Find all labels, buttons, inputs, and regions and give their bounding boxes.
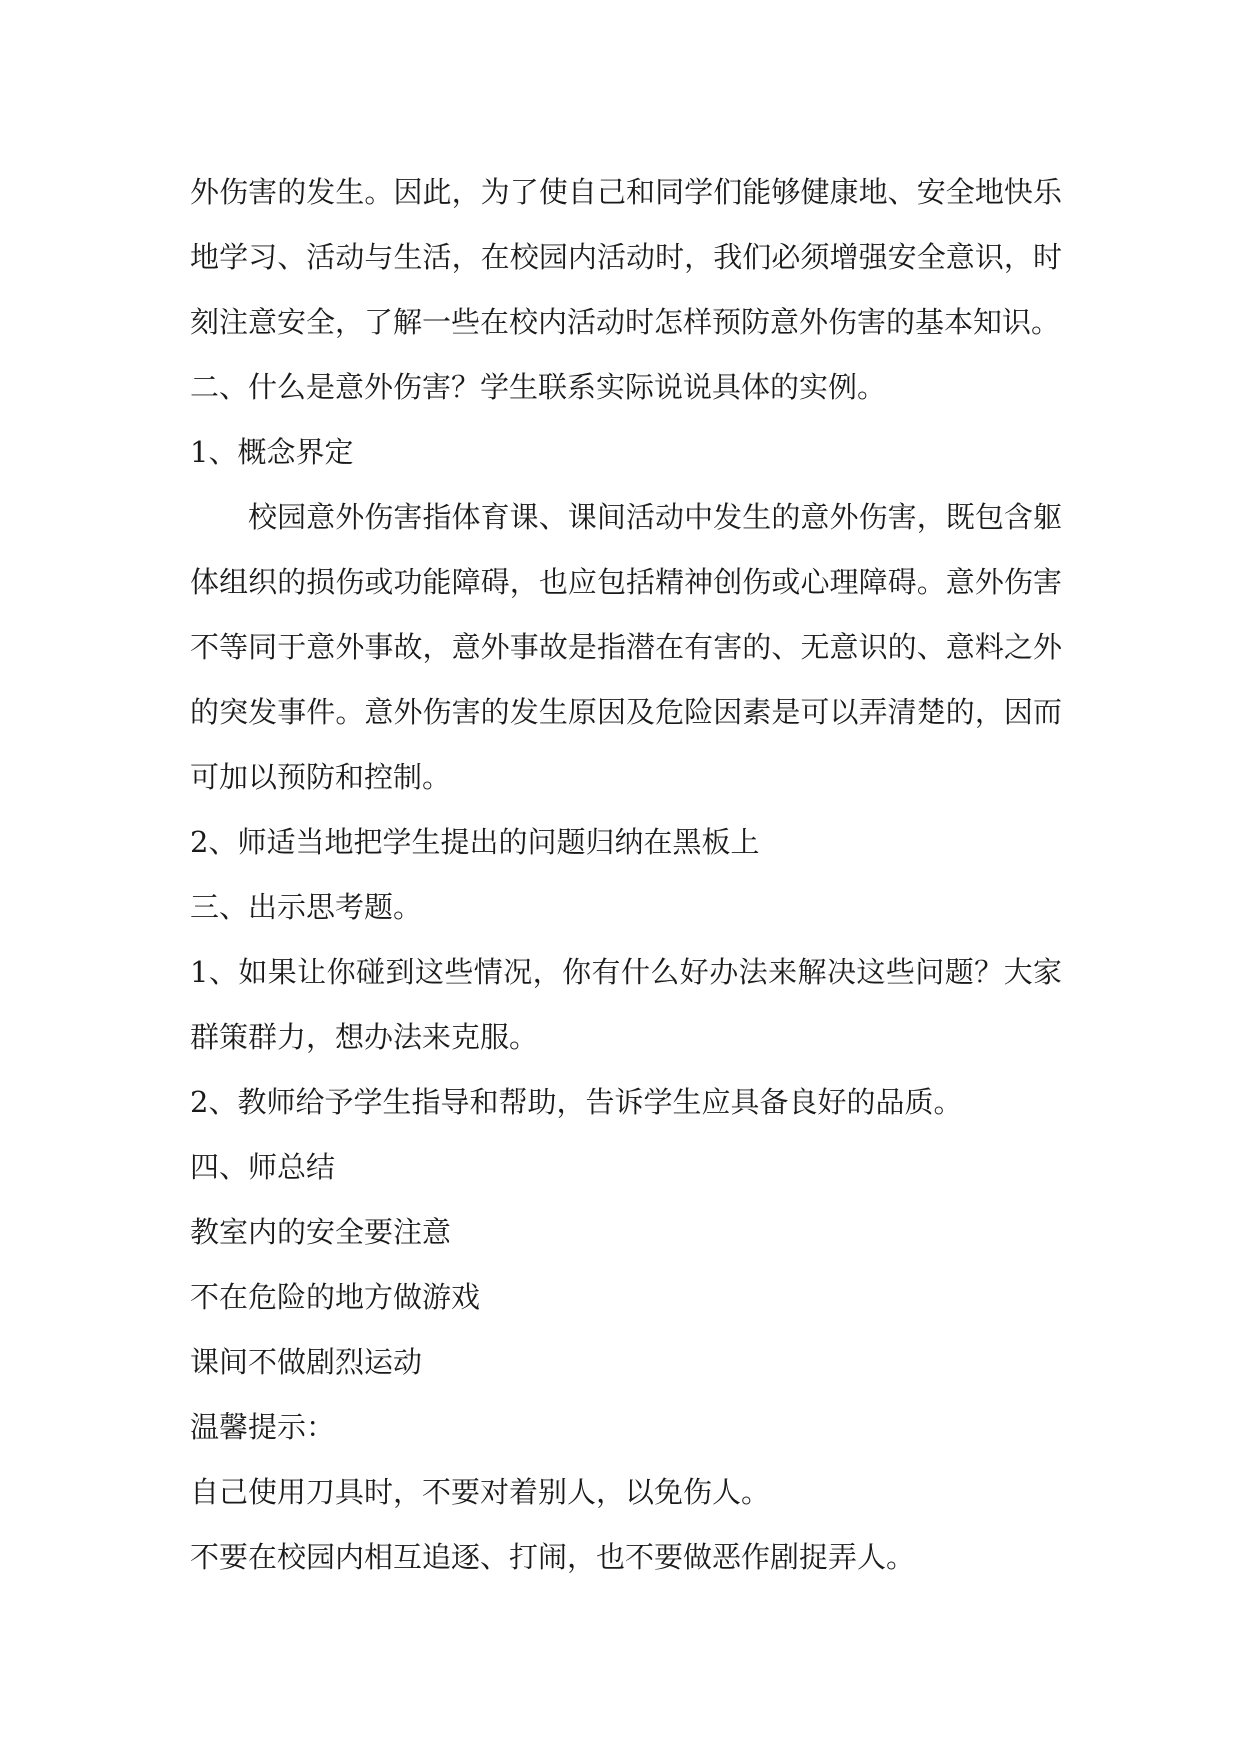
tip-line-2: 不要在校园内相互追逐、打闹，也不要做恶作剧捉弄人。 [190,1540,916,1574]
tips-heading: 温馨提示： [190,1410,336,1444]
list-item-question-2: 2、教师给予学生指导和帮助，告诉学生应具备良好的品质。 [190,1085,963,1119]
section-heading-2: 二、什么是意外伤害？学生联系实际说说具体的实例。 [190,370,887,404]
tip-line-1: 自己使用刀具时，不要对着别人，以免伤人。 [190,1475,771,1509]
summary-line-1: 教室内的安全要注意 [190,1215,452,1249]
summary-line-3: 课间不做剧烈运动 [190,1345,423,1379]
subheading-concept: 1、概念界定 [190,435,354,469]
summary-line-2: 不在危险的地方做游戏 [190,1280,481,1314]
list-item-blackboard: 2、师适当地把学生提出的问题归纳在黑板上 [190,825,760,859]
section-heading-4: 四、师总结 [190,1150,336,1184]
document-body [190,160,1062,1590]
list-item-question-1: 1、如果让你碰到这些情况，你有什么好办法来解决这些问题？大家群策群力，想办法来克服。 [190,955,1062,1054]
section-heading-3: 三、出示思考题。 [190,890,423,924]
paragraph-definition: 校园意外伤害指体育课、课间活动中发生的意外伤害，既包含躯体组织的损伤或功能障碍，也应包括精神创伤或心理障碍。意外伤害不等同于意外事故，意外事故是指潜在有害的、无意识的、意料之外的突发事件。意外伤害的发生原因及危险因素是可以弄清楚的，因而可加以预防和控制。 [190,500,1062,794]
paragraph-intro: 外伤害的发生。因此，为了使自己和同学们能够健康地、安全地快乐地学习、活动与生活，在校园内活动时，我们必须增强安全意识，时刻注意安全，了解一些在校内活动时怎样预防意外伤害的基本知识。 [190,175,1062,339]
